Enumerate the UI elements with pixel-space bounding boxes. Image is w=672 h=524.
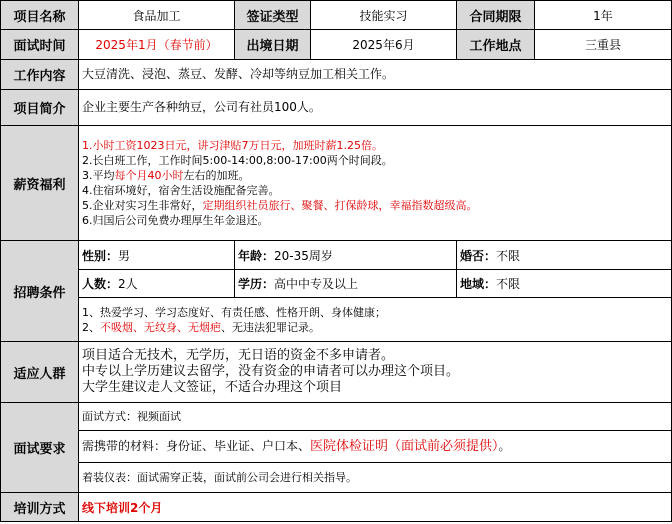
interview-dress: 着装仪表：面试需穿正装，面试前公司会进行相关指导。 (79, 463, 672, 493)
welfare-line-5 (82, 198, 671, 213)
welfare-line-3-c: 左右的加班。 (183, 169, 250, 182)
region-cell (457, 270, 672, 298)
gender-cell (79, 241, 235, 270)
marriage-label: 婚否： (460, 248, 497, 263)
materials-c: 。 (498, 439, 511, 453)
header-row-1 (1, 1, 672, 30)
project-name-label: 项目名称 (1, 1, 79, 30)
interview-method: 面试方式：视频面试 (79, 403, 672, 431)
work-label: 工作内容 (1, 60, 79, 90)
visa-type-label: 签证类型 (235, 1, 311, 30)
count-value: 2人 (118, 277, 138, 291)
count-label: 人数： (82, 277, 119, 291)
recruit-row-c (1, 298, 672, 342)
edu-label: 学历： (238, 277, 275, 291)
requirement-2-c: 、无违法犯罪记录。 (221, 320, 320, 334)
age-label: 年龄： (238, 248, 275, 263)
edu-cell (235, 270, 457, 298)
welfare-line-2: 2.长白班工作，工作时间5:00-14:00,8:00-17:00两个时间段。 (82, 154, 393, 167)
suitable-line-2: 中专以上学历建议去留学，没有资金的申请者可以办理这个项目。 (82, 364, 460, 379)
visa-type-value: 技能实习 (311, 1, 457, 30)
intro-row (1, 90, 672, 126)
work-text: 大豆清洗、浸泡、蒸豆、发酵、冷却等纳豆加工相关工作。 (79, 60, 672, 90)
age-cell (235, 241, 457, 270)
work-row (1, 60, 672, 90)
marriage-value: 不限 (496, 248, 521, 263)
interview-time-label: 面试时间 (1, 30, 79, 60)
location-value: 三重县 (535, 30, 672, 60)
contract-label: 合同期限 (457, 1, 535, 30)
interview-row-c (1, 463, 672, 493)
location-label: 工作地点 (457, 30, 535, 60)
welfare-row (1, 126, 672, 241)
requirement-2 (82, 320, 671, 335)
recruit-row-a (1, 241, 672, 270)
suitable-line-3: 大学生建议走人文签证，不适合办理这个项目 (82, 380, 343, 395)
interview-row-b (1, 431, 672, 463)
recruit-requirements (79, 298, 672, 342)
materials-b: 医院体检证明（面试前必须提供） (310, 439, 499, 454)
intro-text: 企业主要生产各种纳豆，公司有社员100人。 (79, 90, 672, 126)
interview-time-value: 2025年1月（春节前） (79, 30, 235, 60)
marriage-cell (457, 241, 672, 270)
welfare-line-3-a: 3.平均 (82, 169, 115, 182)
departure-value: 2025年6月 (311, 30, 457, 60)
suitable-line-1: 项目适合无技术，无学历，无日语的资金不多申请者。 (82, 348, 395, 363)
recruit-label: 招聘条件 (1, 241, 79, 342)
welfare-line-3 (82, 168, 671, 183)
training-label: 培训方式 (1, 493, 79, 522)
welfare-line-4: 4.住宿环境好，宿舍生活设施配备完善。 (82, 184, 280, 197)
welfare-line-1: 1.小时工资1023日元，讲习津贴7万日元，加班时薪1.25倍。 (82, 139, 383, 152)
interview-row-a (1, 403, 672, 431)
training-row (1, 493, 672, 522)
header-row-2 (1, 30, 672, 60)
welfare-line-3-b: 每个月40小时 (114, 169, 184, 182)
age-value: 20-35周岁 (274, 248, 333, 263)
project-name-value: 食品加工 (79, 1, 235, 30)
suitable-label: 适应人群 (1, 342, 79, 403)
contract-value: 1年 (535, 1, 672, 30)
welfare-line-5-a: 5.企业对实习生非常好， (82, 199, 203, 212)
region-value: 不限 (496, 277, 521, 291)
materials-a: 需携带的材料：身份证、毕业证、户口本、 (82, 439, 311, 453)
intro-label: 项目简介 (1, 90, 79, 126)
requirement-1: 1、热爱学习、学习态度好、有责任感、性格开朗、身体健康； (82, 305, 386, 319)
welfare-line-6: 6.归国后公司免费办理厚生年金退还。 (82, 214, 269, 227)
edu-value: 高中中专及以上 (274, 277, 359, 291)
interview-materials (79, 431, 672, 463)
interview-label: 面试要求 (1, 403, 79, 493)
region-label: 地域： (460, 277, 497, 291)
requirement-2-a: 2、 (82, 320, 100, 334)
training-text: 线下培训2个月 (79, 493, 672, 522)
recruit-row-b (1, 270, 672, 298)
count-cell (79, 270, 235, 298)
departure-label: 出境日期 (235, 30, 311, 60)
suitable-row (1, 342, 672, 403)
welfare-line-5-b: 定期组织社员旅行、聚餐、打保龄球，幸福指数超级高。 (202, 199, 478, 212)
suitable-content (79, 342, 672, 403)
gender-value: 男 (118, 248, 131, 263)
requirement-2-b: 不吸烟、无纹身、无烟疤 (100, 320, 221, 334)
gender-label: 性别： (82, 248, 119, 263)
welfare-content (79, 126, 672, 241)
welfare-label: 薪资福利 (1, 126, 79, 241)
